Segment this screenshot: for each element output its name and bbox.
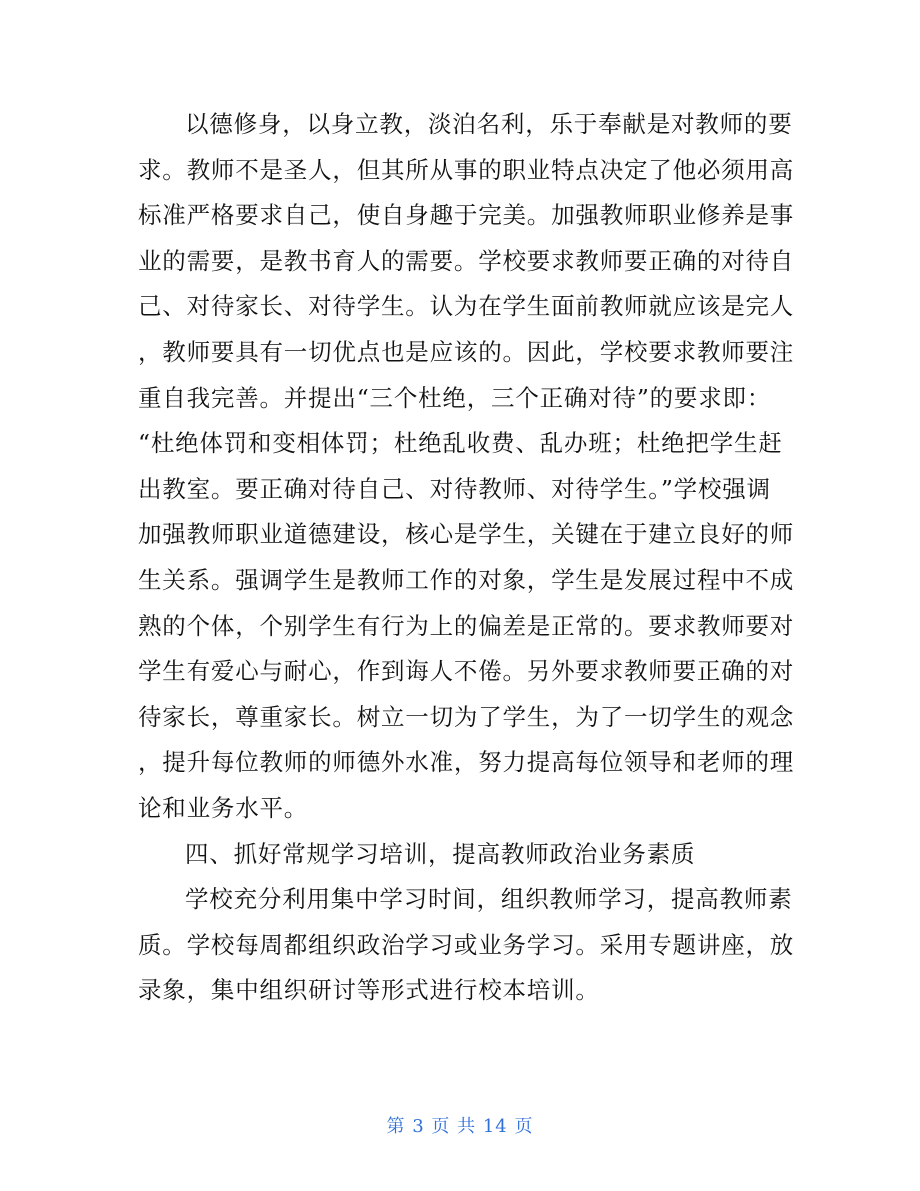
text-line: 录象，集中组织研讨等形式进行校本培训。 bbox=[138, 976, 600, 1005]
section-heading bbox=[138, 832, 788, 878]
text-line: 己、对待家长、对待学生。认为在学生面前教师就应该是完人 bbox=[138, 292, 795, 321]
paragraph-teacher-ethics bbox=[138, 102, 795, 832]
text-line: 重自我完善。并提出“三个杜绝，三个正确对待”的要求即： bbox=[138, 383, 772, 412]
text-line: 论和业务水平。 bbox=[138, 793, 309, 822]
page-number-footer: 第 3 页 共 14 页 bbox=[386, 1116, 534, 1137]
text-line: 学校充分利用集中学习时间，组织教师学习，提高教师素 bbox=[185, 885, 793, 914]
text-line: 加强教师职业道德建设，核心是学生，关键在于建立良好的师 bbox=[138, 520, 795, 549]
paragraph-training bbox=[138, 877, 795, 1014]
text-line: 求。教师不是圣人，但其所从事的职业特点决定了他必须用高 bbox=[138, 155, 795, 184]
text-line: 标准严格要求自己，使自身趣于完美。加强教师职业修养是事 bbox=[138, 201, 795, 230]
text-line: “杜绝体罚和变相体罚；杜绝乱收费、乱办班；杜绝把学生赶 bbox=[138, 429, 783, 458]
text-line: 生关系。强调学生是教师工作的对象，学生是发展过程中不成 bbox=[138, 565, 795, 594]
text-line: 出教室。要正确对待自己、对待教师、对待学生。”学校强调 bbox=[138, 474, 771, 503]
text-line: 学生有爱心与耐心，作到诲人不倦。另外要求教师要正确的对 bbox=[138, 657, 795, 686]
text-line: 待家长，尊重家长。树立一切为了学生，为了一切学生的观念 bbox=[138, 702, 795, 731]
text-line: 业的需要，是教书育人的需要。学校要求教师要正确的对待自 bbox=[138, 246, 795, 275]
text-line: 熟的个体，个别学生有行为上的偏差是正常的。要求教师要对 bbox=[138, 611, 795, 640]
text-line: 以德修身，以身立教，淡泊名利，乐于奉献是对教师的要 bbox=[185, 110, 793, 138]
text-line: ，提升每位教师的师德外水准，努力提高每位领导和老师的理 bbox=[138, 748, 795, 777]
text-line: 质。学校每周都组织政治学习或业务学习。采用专题讲座，放 bbox=[138, 930, 795, 959]
section-heading-text: 四、抓好常规学习培训，提高教师政治业务素质 bbox=[185, 839, 696, 868]
text-line: ，教师要具有一切优点也是应该的。因此，学校要求教师要注 bbox=[138, 337, 795, 366]
body-text bbox=[138, 102, 795, 1014]
